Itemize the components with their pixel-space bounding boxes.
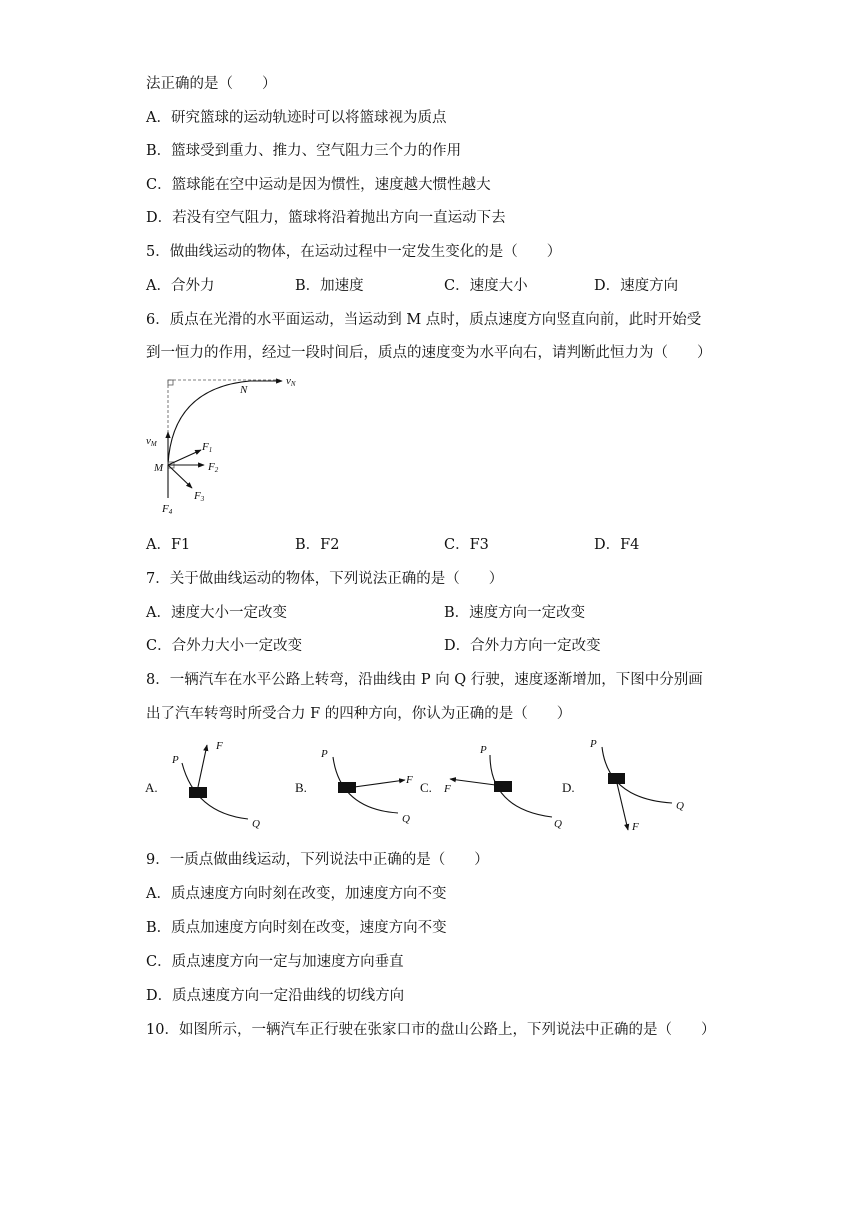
q4-option-c: C．篮球能在空中运动是因为惯性，速度越大惯性越大 — [146, 177, 491, 193]
q5-option-c: C．速度大小 — [444, 278, 528, 294]
label-f1: F1 — [202, 441, 213, 454]
q8-a-label-f: F — [216, 740, 223, 752]
q8-a-force-arrow — [198, 745, 207, 787]
q8-a-car — [189, 787, 207, 798]
q8-stem-line2: 出了汽车转弯时所受合力 F 的四种方向，你认为正确的是（ ） — [146, 706, 572, 722]
q5-option-b: B．加速度 — [295, 278, 364, 294]
q6-option-c: C．F3 — [444, 537, 489, 553]
force-f3-arrow — [168, 465, 192, 488]
q7-option-a: A．速度大小一定改变 — [146, 605, 287, 621]
q6-force-figure — [140, 370, 310, 520]
q7-option-b: B．速度方向一定改变 — [444, 605, 586, 621]
q8-d-label-q: Q — [676, 800, 684, 812]
q6-stem-line2: 到一恒力的作用，经过一段时间后，质点的速度变为水平向右，请判断此恒力为（ ） — [146, 345, 712, 361]
q8-b-label-f: F — [406, 774, 413, 786]
q8-letter-b: B. — [295, 780, 307, 795]
q5-stem: 5．做曲线运动的物体，在运动过程中一定发生变化的是（ ） — [146, 244, 562, 260]
q9-stem: 9．一质点做曲线运动，下列说法中正确的是（ ） — [146, 852, 489, 868]
q5-option-a: A．合外力 — [146, 278, 215, 294]
q9-option-c: C．质点速度方向一定与加速度方向垂直 — [146, 954, 404, 970]
q8-stem-line1: 8．一辆汽车在水平公路上转弯，沿曲线由 P 向 Q 行驶，速度逐渐增加，下图中分别画 — [146, 672, 703, 688]
q10-stem: 10．如图所示，一辆汽车正行驶在张家口市的盘山公路上，下列说法中正确的是（ ） — [146, 1022, 716, 1038]
label-vn: vN — [286, 375, 296, 388]
q8-a-label-p: P — [172, 754, 179, 766]
q8-options-figure — [140, 735, 700, 835]
label-m: M — [154, 462, 164, 474]
q7-stem: 7．关于做曲线运动的物体，下列说法正确的是（ ） — [146, 571, 504, 587]
q8-c-car — [494, 781, 512, 792]
q6-option-a: A．F1 — [146, 537, 191, 553]
q7-option-c: C．合外力大小一定改变 — [146, 638, 303, 654]
q9-option-a: A．质点速度方向时刻在改变，加速度方向不变 — [146, 886, 447, 902]
q8-c-label-p: P — [480, 744, 487, 756]
q4-option-a: A．研究篮球的运动轨迹时可以将篮球视为质点 — [146, 110, 447, 126]
q8-b-label-q: Q — [402, 813, 410, 825]
q6-stem-line1: 6．质点在光滑的水平面运动，当运动到 M 点时，质点速度方向竖直向前，此时开始受 — [146, 312, 702, 328]
q6-option-b: B．F2 — [295, 537, 340, 553]
q5-option-d: D．速度方向 — [594, 278, 679, 294]
q8-b-label-p: P — [321, 748, 328, 760]
force-f1-arrow — [168, 450, 201, 465]
q8-a-label-q: Q — [252, 818, 260, 830]
right-angle-mark-top — [168, 380, 173, 385]
q4-stem-tail: 法正确的是（ ） — [146, 76, 277, 92]
q8-c-label-f: F — [444, 783, 451, 795]
q8-d-label-p: P — [590, 738, 597, 750]
label-f2: F2 — [208, 461, 219, 474]
q4-option-b: B．篮球受到重力、推力、空气阻力三个力的作用 — [146, 143, 462, 159]
label-f3: F3 — [194, 490, 205, 503]
q9-option-d: D．质点速度方向一定沿曲线的切线方向 — [146, 988, 405, 1004]
q6-option-d: D．F4 — [594, 537, 640, 553]
q7-option-d: D．合外力方向一定改变 — [444, 638, 601, 654]
q9-option-b: B．质点加速度方向时刻在改变，速度方向不变 — [146, 920, 447, 936]
label-f4: F4 — [162, 503, 173, 516]
label-n: N — [240, 384, 248, 396]
label-vm: vM — [146, 435, 157, 448]
q8-d-label-f: F — [632, 821, 639, 833]
q8-letter-a: A. — [145, 780, 158, 795]
q4-option-d: D．若没有空气阻力，篮球将沿着抛出方向一直运动下去 — [146, 210, 506, 226]
q8-c-label-q: Q — [554, 818, 562, 830]
q8-letter-c: C. — [420, 780, 432, 795]
q8-letter-d: D. — [562, 780, 575, 795]
